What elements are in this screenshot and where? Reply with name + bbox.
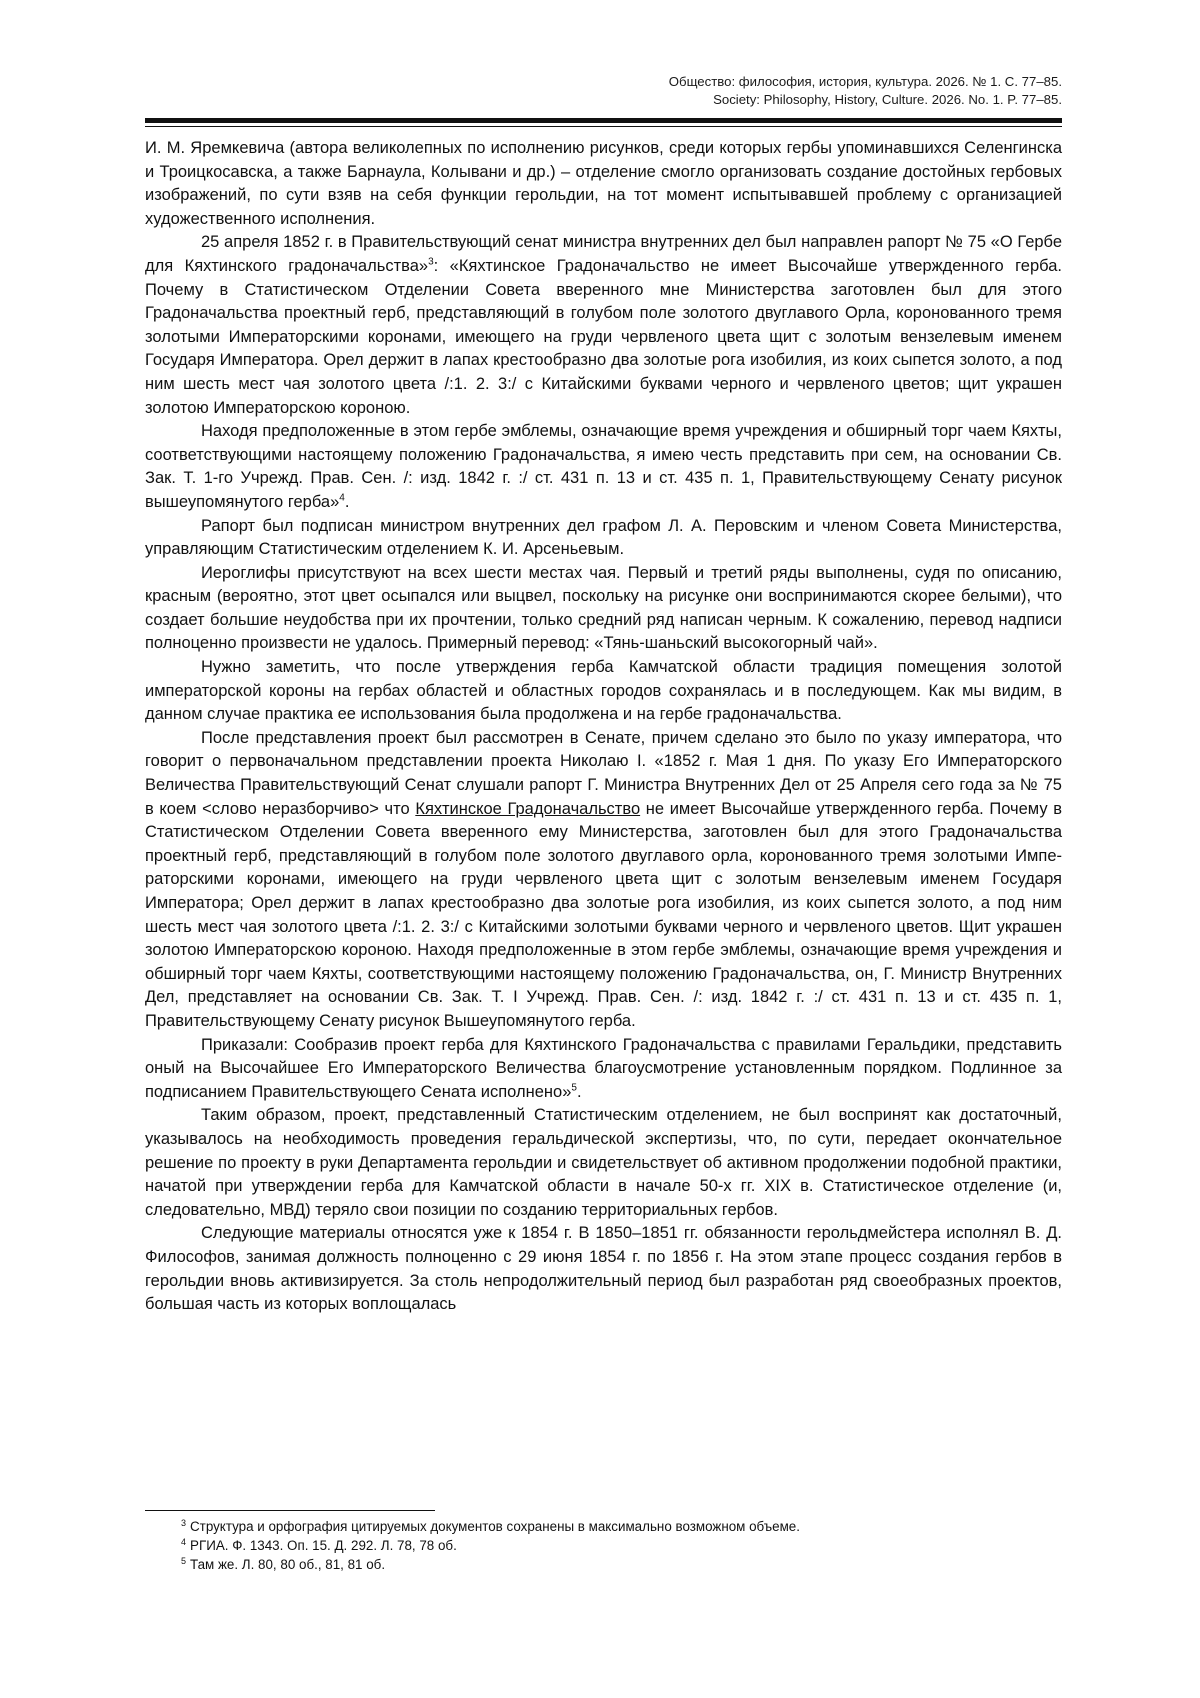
paragraph-4: Рапорт был подписан министром внутренних дел графом Л. А. Перовским и членом Совета Министерства, управляющим Статистическим отделением К. И. Арсеньевым.	[145, 516, 1062, 559]
article-body	[145, 137, 1062, 1317]
footnote-4: $^4$ РГИА. Ф. 1343. Оп. 15. Д. 292. Л. 78, 78 об.	[181, 1536, 457, 1553]
footnote-3: $^3$ Структура и орфография цитируемых документов сохранены в максимально возможном объеме.	[181, 1517, 800, 1534]
paragraph-9: Таким образом, проект, представленный Статистическим отделением, не был воспринят как достаточный, указывалось на необходимость проведения геральдической экспертизы, что, по сути, передает окончательное решение по проекту в руки Департамента герольдии и свидетельствует об активном продолжении подобной практики, начатой при утверждении герба для Камчатской области в начале 50-х гг. XIX в. Статистическое отделение (и, следовательно, МВД) теряло свои позиции по созданию территориальных гербов.	[145, 1106, 1062, 1219]
footnote-ref-3[interactable]: 3	[428, 256, 434, 268]
header-rule-thick	[145, 118, 1062, 123]
footnote-ref-4[interactable]: 4	[339, 492, 345, 504]
header-line-en: Society: Philosophy, History, Culture. 2026. No. 1. P. 77–85.	[713, 92, 1062, 107]
header-line-ru: Общество: философия, история, культура. 2026. № 1. С. 77–85.	[668, 74, 1062, 89]
paragraph-7: После представления проект был рассмотрен в Сенате, причем сделано это было по указу императора, что говорит о первоначальном представлении проекта Николаю I. «1852 г. Мая 1 дня. По указу Его Императорского Величества Правительствующий Сенат слушали рапорт Г. Министра Внутренних Дел от 25 Апреля сего года за № 75 в коем <слово неразборчиво> что Кяхтинское Градоначальство не имеет Высочайше утвержденного герба. Почему в Статистическом Отделении Совета вверенного ему Министерства, заготовлен был для этого Градоначальства проектный герб, представляющий в голубом поле золотого двуглавого орла, коронованного тремя золотыми Императорскими коронами, имеющего на груди червленого цвета щит с золотым вензелевым именем Государя Императора; Орел держит в лапах крестообразно два золотые рога изобилия, из коих сыпется золото, а под ним шесть мест чая золотого цвета /:1. 2. 3:/ с Китайскими золотыми буквами черного и червленого цветов. Щит украшен золотою Императорскою короною. Находя предположенные в этом гербе эмблемы, означающие время учреждения и обширный торг чаем Кяхты, соответствующими настоящему положению Градоначальства, он, Г. Министр Внутренних Дел, представляет на основании Св. Зак. Т. I Учрежд. Прав. Сен. /: изд. 1842 г. :/ ст. 431 п. 13 и ст. 435 п. 1, Правительствующему Сенату рисунок Вышеупомянутого герба.	[145, 728, 1062, 1030]
footnote-separator	[145, 1510, 435, 1511]
running-header	[145, 73, 1062, 109]
paragraph-6: Нужно заметить, что после утверждения герба Камчатской области традиция помещения золотой императорской короны на гербах областей и областных городов сохранялась и в последующем. Как мы видим, в данном случае практика ее использования была продолжена и на гербе градоначальства.	[145, 658, 1062, 724]
underlined-phrase: Кяхтинское Градоначальство	[415, 799, 641, 818]
paragraph-10: Следующие материалы относятся уже к 1854 г. В 1850–1851 гг. обязанности герольдмейстера исполнял В. Д. Философов, занимая должность полноценно с 29 июня 1854 г. по 1856 г. На этом этапе процесс создания гербов в герольдии вновь активизируется. За столь непродолжительный период был разработан ряд своеобразных проектов, большая часть из которых воплощалась	[145, 1224, 1062, 1314]
header-rule-thin	[145, 126, 1062, 127]
paragraph-2: 25 апреля 1852 г. в Правительствующий сенат министра внутренних дел был направлен рапорт № 75 «О Гербе для Кяхтинского градоначальства»$^3$: «Кяхтинское Градоначальство не имеет Высочайше утвержденного герба. Почему в Статистическом Отделении Совета вверенного мне Министерства заготовлен был для этого Градоначальства проектный герб, представляющий в голубом поле золотого двуглавого Орла, коронованного тремя золотыми Императорскими коронами, имеющего на груди червленого цвета щит с золотым вензелевым именем Государя Императора. Орел держит в лапах крестообразно два золотые рога изобилия, из коих сыпется золото, а под ним шесть мест чая золотого цвета /:1. 2. 3:/ с Китайскими буквами черного и червленого цветов; щит украшен золотою Императорскою короною.	[145, 233, 1062, 417]
paragraph-3: Находя предположенные в этом гербе эмблемы, означающие время учреждения и обширный торг чаем Кяхты, соответствующими настоящему положению Градоначальства, я имею честь представить при сем, на основании Св. Зак. Т. 1-го Учрежд. Прав. Сен. /: изд. 1842 г. :/ ст. 431 п. 13 и ст. 435 п. 1, Правительствующему Сенату рисунок вышеупомянутого герба»$^4$.	[145, 422, 1062, 511]
footnote-ref-5[interactable]: 5	[571, 1082, 577, 1094]
paragraph-8: Приказали: Сообразив проект герба для Кяхтинского Градоначальства с правилами Геральдики, представить оный на Высочайшее Его Императорского Величества благоусмотрение установленным порядком. Подлинное за подписанием Правительствующего Сената исполнено»$^5$.	[145, 1035, 1062, 1101]
paragraph-5: Иероглифы присутствуют на всех шести местах чая. Первый и третий ряды выполнены, судя по описанию, красным (вероятно, этот цвет осыпался или выцвел, поскольку на рисунке они воспринимаются скорее белыми), что создает большие неудобства при их прочтении, только средний ряд написан черным. К сожалению, перевод надписи полноценно произвести не удалось. Примерный перевод: «Тянь-шаньский высокогорный чай».	[145, 563, 1062, 653]
footnotes	[145, 1517, 1062, 1574]
footnote-5: $^5$ Там же. Л. 80, 80 об., 81, 81 об.	[181, 1555, 386, 1572]
paragraph-1: И. М. Яремкевича (автора великолепных по исполнению рисунков, среди которых гербы упоминавшихся Селенгинска и Троицкосавска, а также Барнаула, Колывани и др.) – отделение смогло организовать создание достойных гербовых изображений, по сути взяв на себя функции герольдии, на тот момент испытывавшей проблему с организацией художественного исполнения.	[145, 139, 1062, 228]
